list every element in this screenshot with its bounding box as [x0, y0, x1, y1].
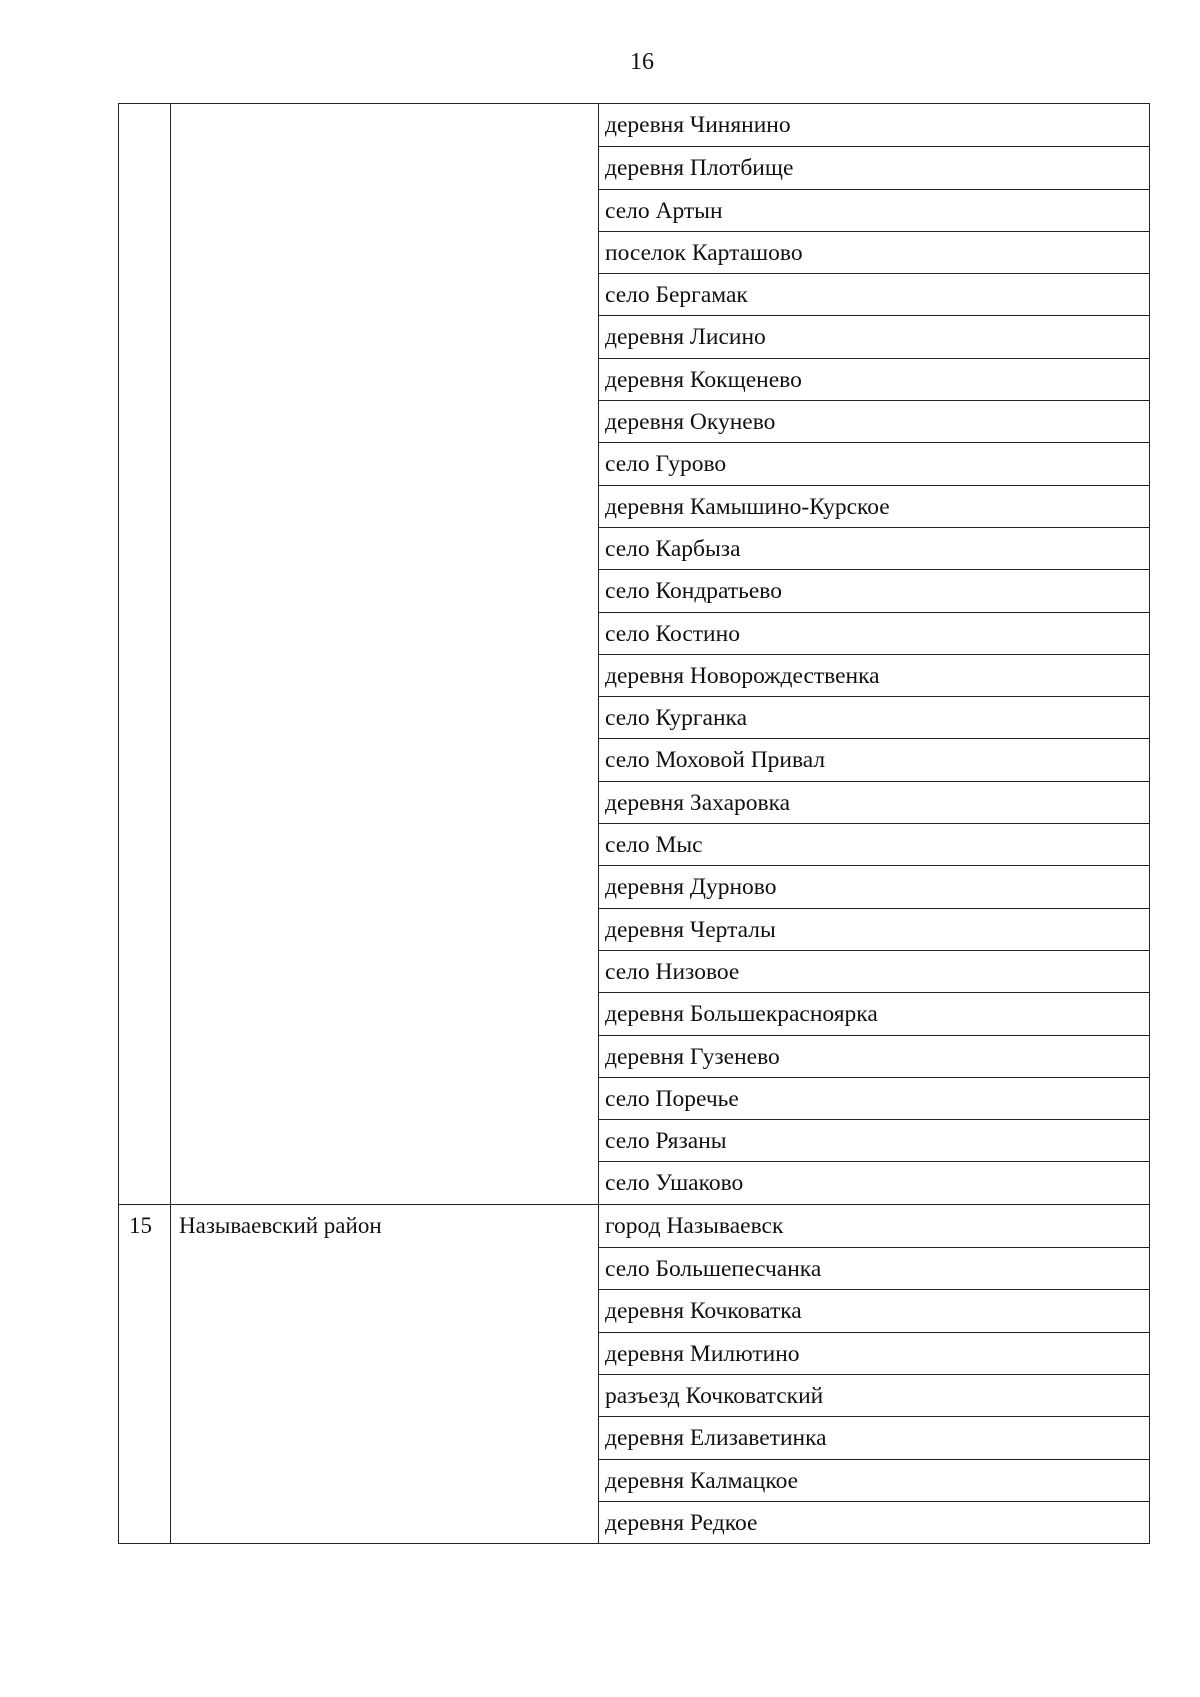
settlement-cell: деревня Кокщенево: [599, 358, 1149, 400]
table-group-row: [119, 104, 1149, 1204]
settlement-cell: село Ушаково: [599, 1161, 1149, 1203]
settlement-cell: деревня Кочковатка: [599, 1289, 1149, 1331]
settlement-cell: деревня Дурново: [599, 865, 1149, 907]
settlement-cell: деревня Новорождественка: [599, 654, 1149, 696]
settlement-cell: деревня Плотбище: [599, 146, 1149, 188]
settlement-cell: село Мыс: [599, 823, 1149, 865]
settlements-table: [118, 103, 1150, 1544]
district-name-cell: [171, 104, 599, 1204]
district-name-cell: Называевский район: [171, 1205, 599, 1543]
settlement-cell: деревня Калмацкое: [599, 1459, 1149, 1501]
table-group-row: [119, 1204, 1149, 1543]
settlement-cell: деревня Лисино: [599, 315, 1149, 357]
settlement-cell: село Моховой Привал: [599, 738, 1149, 780]
settlement-cell: село Артын: [599, 189, 1149, 231]
settlements-column: [599, 104, 1149, 1204]
settlement-cell: разъезд Кочковатский: [599, 1374, 1149, 1416]
settlement-cell: деревня Большекрасноярка: [599, 992, 1149, 1034]
page-number: 16: [630, 49, 654, 75]
settlement-cell: деревня Камышино-Курское: [599, 485, 1149, 527]
settlement-cell: село Большепесчанка: [599, 1247, 1149, 1289]
settlement-cell: село Карбыза: [599, 527, 1149, 569]
settlement-cell: деревня Редкое: [599, 1501, 1149, 1543]
settlement-cell: село Низовое: [599, 950, 1149, 992]
settlement-cell: деревня Гузенево: [599, 1035, 1149, 1077]
settlement-cell: деревня Захаровка: [599, 781, 1149, 823]
settlement-cell: село Костино: [599, 612, 1149, 654]
settlements-column: [599, 1205, 1149, 1543]
settlement-cell: село Кондратьево: [599, 569, 1149, 611]
settlement-cell: деревня Милютино: [599, 1332, 1149, 1374]
settlement-cell: село Курганка: [599, 696, 1149, 738]
row-number-cell: 15: [119, 1205, 171, 1543]
settlement-cell: деревня Окунево: [599, 400, 1149, 442]
settlement-cell: город Называевск: [605, 1212, 784, 1239]
row-number-cell: [119, 104, 171, 1204]
settlement-cell: деревня Елизаветинка: [599, 1416, 1149, 1458]
settlement-cell: село Поречье: [599, 1077, 1149, 1119]
settlement-cell: село Рязаны: [599, 1119, 1149, 1161]
settlement-cell: село Бергамак: [599, 273, 1149, 315]
settlement-cell: деревня Черталы: [599, 908, 1149, 950]
settlement-cell: поселок Карташово: [599, 231, 1149, 273]
settlement-cell: деревня Чинянино: [605, 112, 791, 138]
settlement-cell: село Гурово: [599, 442, 1149, 484]
